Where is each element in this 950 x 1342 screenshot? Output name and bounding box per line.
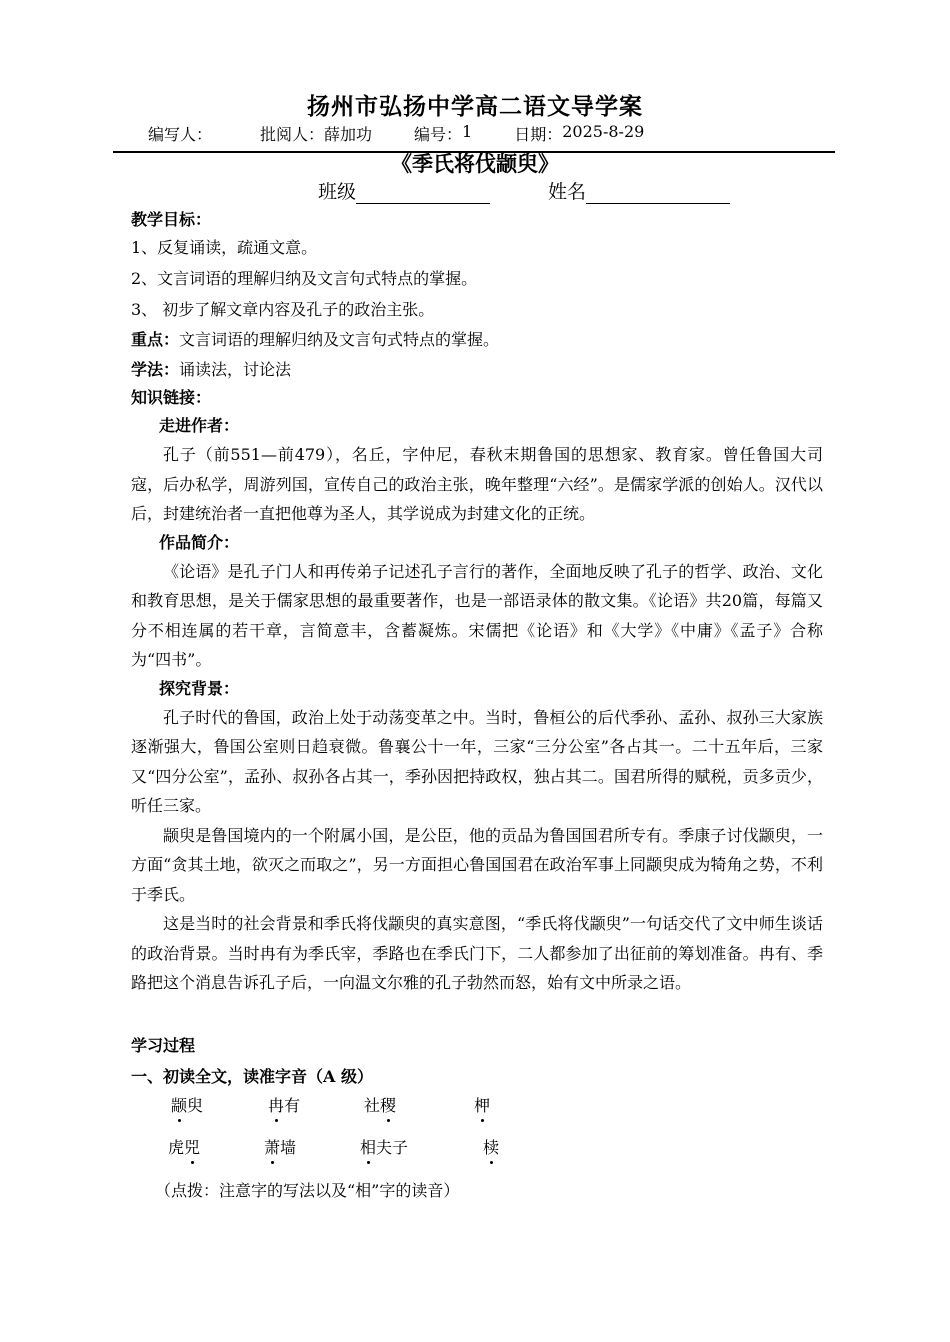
- word-item: 椟: [483, 1135, 499, 1158]
- name-label: 姓名: [548, 181, 587, 203]
- word-item: 冉有: [268, 1093, 300, 1116]
- section1-heading: 一、初读全文，读准字音（A 级）: [131, 1066, 373, 1086]
- goal-item: 3、 初步了解文章内容及孔子的政治主张。: [131, 300, 435, 319]
- main-content: [131, 206, 823, 1205]
- number-label: 编号：: [414, 125, 463, 144]
- spacer: [131, 998, 823, 1032]
- author-paragraph: 孔子（前551—前479），名丘，字仲尼，春秋末期鲁国的思想家、教育家。曾任鲁国大司寇，后办私学，周游列国，宣传自己的政治主张，晚年整理“六经”。是儒家学派的创始人。汉代以后，封建统治者一直把他尊为圣人，其学说成为封建文化的正统。: [131, 445, 823, 523]
- goals-heading: 教学目标：: [131, 210, 212, 229]
- method-text: 诵读法，讨论法: [179, 360, 292, 379]
- tip-note: （点拨：注意字的写法以及“相”字的读音）: [155, 1180, 460, 1200]
- method-label: 学法：: [131, 360, 180, 379]
- goal-item: 2、文言词语的理解归纳及文言句式特点的掌握。: [131, 269, 478, 288]
- background-paragraph: 颛臾是鲁国境内的一个附属小国，是公臣，他的贡品为鲁国国君所专有。季康子讨伐颛臾，一方面“贪其土地，欲灭之而取之”，另一方面担心鲁国国君在政治军事上同颛臾成为犄角之势，不利于季氏。: [131, 825, 823, 904]
- method-line: [131, 356, 823, 384]
- word-item: 社稷: [364, 1093, 396, 1116]
- pronunciation-words: [131, 1093, 823, 1175]
- header-meta: [148, 122, 644, 145]
- work-heading: 作品简介：: [159, 532, 240, 552]
- background-paragraph: 这是当时的社会背景和季氏将伐颛臾的真实意图，“季氏将伐颛臾”一句话交代了文中师生谈话的政治背景。当时冉有为季氏宰，季路也在季氏门下，二人都参加了出征前的筹划准备。冉有、季路把这个消息告诉孔子后，一向温文尔雅的孔子勃然而怒，始有文中所录之语。: [131, 914, 823, 992]
- word-item: 相夫子: [360, 1135, 408, 1158]
- page-title: 扬州市弘扬中学高二语文导学案: [307, 93, 643, 120]
- background-paragraph: 孔子时代的鲁国，政治上处于动荡变革之中。当时，鲁桓公的后代季孙、孟孙、叔孙三大家族逐渐强大，鲁国公室则日趋衰微。鲁襄公十一年，三家“三分公室”各占其一。二十五年后，三家又“四分公室”，孟孙、叔孙各占其一，季孙因把持政权，独占其二。国君所得的赋税，贡多贡少，听任三家。: [131, 707, 823, 815]
- reviewer-name: 薛加功: [324, 125, 373, 144]
- date-label: 日期：: [514, 125, 563, 144]
- lesson-title: 《季氏将伐颛臾》: [391, 151, 559, 176]
- goal-item: 1、反复诵读，疏通文意。: [131, 238, 318, 257]
- reviewer-label: 批阅人：: [260, 125, 325, 144]
- word-item: 萧墙: [264, 1135, 296, 1158]
- focus-line: [131, 326, 823, 354]
- word-item: 柙: [474, 1093, 490, 1116]
- class-label: 班级: [318, 181, 357, 203]
- number-value: 1: [462, 122, 473, 141]
- author-label: 编写人：: [148, 125, 213, 144]
- class-blank[interactable]: [356, 183, 490, 204]
- word-item: 颛臾: [171, 1093, 203, 1116]
- author-heading: 走进作者：: [159, 416, 240, 435]
- focus-label: 重点：: [131, 330, 180, 349]
- word-item: 虎兕: [168, 1135, 200, 1158]
- work-paragraph: 《论语》是孔子门人和再传弟子记述孔子言行的著作，全面地反映了孔子的哲学、政治、文化和教育思想，是关于儒家思想的最重要著作，也是一部语录体的散文集。《论语》共20篇，每篇又分不相连属的若干章，言简意丰，含蓄凝炼。宋儒把《论语》和《大学》《中庸》《孟子》合称为“四书”。: [131, 561, 823, 669]
- focus-text: 文言词语的理解归纳及文言句式特点的掌握。: [179, 330, 500, 349]
- background-heading: 探究背景：: [159, 678, 240, 698]
- knowledge-heading: 知识链接：: [131, 388, 212, 407]
- date-value: 2025-8-29: [562, 122, 645, 141]
- class-name-line: [318, 177, 730, 204]
- process-heading: 学习过程: [131, 1035, 196, 1055]
- name-blank[interactable]: [586, 183, 730, 204]
